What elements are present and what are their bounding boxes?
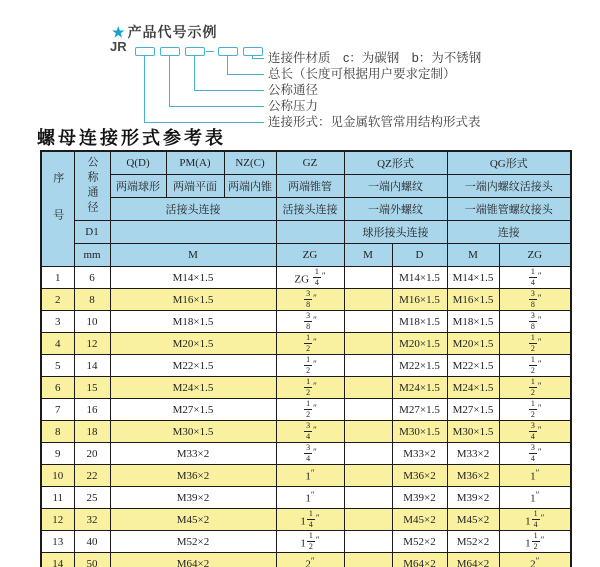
header-group-qd: Q(D) bbox=[110, 151, 166, 175]
cell-qg-m: M39×2 bbox=[447, 487, 499, 509]
cell-qz-d: M33×2 bbox=[392, 443, 447, 465]
header-unit: M bbox=[110, 244, 276, 267]
table-row bbox=[41, 443, 571, 465]
cell-gz-zg: 1″ bbox=[276, 487, 344, 509]
table-header bbox=[41, 151, 571, 267]
cell-m-thread: M14×1.5 bbox=[110, 267, 276, 289]
cell-qz-m bbox=[344, 399, 392, 421]
header-end-style: 一端内螺纹 bbox=[344, 175, 447, 198]
nut-connection-table bbox=[40, 150, 572, 567]
cell-qz-m bbox=[344, 289, 392, 311]
cell-gz-zg: $\frac{3}{8}$ ″ bbox=[276, 289, 344, 311]
header-connection: 球形接头连接 bbox=[344, 221, 447, 244]
connector-line bbox=[194, 90, 264, 91]
cell-gz-zg: 2″ bbox=[276, 553, 344, 567]
cell-qg-m: M33×2 bbox=[447, 443, 499, 465]
header-end-style: 两端锥管 bbox=[276, 175, 344, 198]
connector-line bbox=[227, 74, 264, 75]
cell-diameter-mm: 14 bbox=[74, 355, 110, 377]
code-label-diameter: 公称通径 bbox=[268, 83, 319, 97]
cell-qg-m: M18×1.5 bbox=[447, 311, 499, 333]
table-row bbox=[41, 465, 571, 487]
cell-qz-m bbox=[344, 553, 392, 567]
table-row bbox=[41, 487, 571, 509]
table-row bbox=[41, 509, 571, 531]
cell-qz-m bbox=[344, 443, 392, 465]
cell-gz-zg: 1 $\frac{1}{4}$ ″ bbox=[276, 509, 344, 531]
cell-qg-m: M16×1.5 bbox=[447, 289, 499, 311]
empty-cell bbox=[276, 221, 344, 244]
table-row bbox=[41, 377, 571, 399]
code-label-material: 连接件材质 c：为碳钢 b：为不锈钢 bbox=[268, 51, 482, 65]
cell-qg-zg: $\frac{3}{8}$ ″ bbox=[499, 289, 571, 311]
cell-m-thread: M45×2 bbox=[110, 509, 276, 531]
header-group-nzc: NZ(C) bbox=[224, 151, 276, 175]
cell-m-thread: M52×2 bbox=[110, 531, 276, 553]
header-unit: ZG bbox=[276, 244, 344, 267]
header-seq: 序号 bbox=[41, 151, 74, 267]
cell-diameter-mm: 25 bbox=[74, 487, 110, 509]
cell-qz-d: M52×2 bbox=[392, 531, 447, 553]
header-connection: 一端外螺纹 bbox=[344, 198, 447, 221]
code-label-connection: 连接形式：见金属软管常用结构形式表 bbox=[268, 115, 481, 129]
table-row bbox=[41, 355, 571, 377]
header-row-end-styles bbox=[41, 175, 571, 198]
cell-seq: 13 bbox=[41, 531, 74, 553]
cell-m-thread: M30×1.5 bbox=[110, 421, 276, 443]
connector-line bbox=[194, 55, 195, 91]
cell-diameter-mm: 40 bbox=[74, 531, 110, 553]
cell-m-thread: M33×2 bbox=[110, 443, 276, 465]
cell-gz-zg: $\frac{1}{2}$ ″ bbox=[276, 399, 344, 421]
cell-qz-d: M30×1.5 bbox=[392, 421, 447, 443]
code-label-pressure: 公称压力 bbox=[268, 99, 319, 113]
cell-qg-zg: 1″ bbox=[499, 465, 571, 487]
code-box-3 bbox=[185, 47, 205, 56]
header-connection: 活接头连接 bbox=[110, 198, 276, 221]
cell-qg-m: M20×1.5 bbox=[447, 333, 499, 355]
cell-qz-d: M45×2 bbox=[392, 509, 447, 531]
cell-qg-zg: $\frac{1}{4}$ ″ bbox=[499, 267, 571, 289]
cell-gz-zg: 1″ bbox=[276, 465, 344, 487]
cell-diameter-mm: 10 bbox=[74, 311, 110, 333]
table-row bbox=[41, 333, 571, 355]
cell-seq: 1 bbox=[41, 267, 74, 289]
cell-qz-d: M22×1.5 bbox=[392, 355, 447, 377]
cell-qg-zg: 1 $\frac{1}{2}$ ″ bbox=[499, 531, 571, 553]
connector-line bbox=[252, 58, 264, 59]
cell-seq: 7 bbox=[41, 399, 74, 421]
header-group-pma: PM(A) bbox=[166, 151, 224, 175]
cell-diameter-mm: 6 bbox=[74, 267, 110, 289]
cell-diameter-mm: 20 bbox=[74, 443, 110, 465]
cell-diameter-mm: 18 bbox=[74, 421, 110, 443]
cell-qg-zg: $\frac{3}{8}$ ″ bbox=[499, 311, 571, 333]
connector-line bbox=[144, 122, 264, 123]
cell-gz-zg: $\frac{1}{2}$ ″ bbox=[276, 355, 344, 377]
code-box-5 bbox=[243, 47, 263, 56]
cell-qz-d: M20×1.5 bbox=[392, 333, 447, 355]
cell-qz-m bbox=[344, 509, 392, 531]
cell-gz-zg: ZG $\frac{1}{4}$ ″ bbox=[276, 267, 344, 289]
cell-qg-m: M22×1.5 bbox=[447, 355, 499, 377]
empty-cell bbox=[110, 221, 276, 244]
cell-qz-d: M16×1.5 bbox=[392, 289, 447, 311]
cell-qz-m bbox=[344, 531, 392, 553]
cell-diameter-mm: 12 bbox=[74, 333, 110, 355]
cell-diameter-mm: 32 bbox=[74, 509, 110, 531]
cell-gz-zg: 1 $\frac{1}{2}$ ″ bbox=[276, 531, 344, 553]
code-dash bbox=[206, 51, 214, 52]
cell-seq: 4 bbox=[41, 333, 74, 355]
cell-qg-zg: $\frac{1}{2}$ ″ bbox=[499, 399, 571, 421]
cell-qg-m: M64×2 bbox=[447, 553, 499, 567]
cell-gz-zg: $\frac{3}{4}$ ″ bbox=[276, 421, 344, 443]
cell-qz-d: M24×1.5 bbox=[392, 377, 447, 399]
cell-m-thread: M24×1.5 bbox=[110, 377, 276, 399]
cell-diameter-mm: 8 bbox=[74, 289, 110, 311]
cell-qz-m bbox=[344, 421, 392, 443]
cell-qz-d: M18×1.5 bbox=[392, 311, 447, 333]
table-row bbox=[41, 289, 571, 311]
cell-diameter-mm: 50 bbox=[74, 553, 110, 567]
header-end-style: 一端内螺纹活接头 bbox=[447, 175, 571, 198]
product-code-prefix: JR bbox=[110, 39, 127, 54]
cell-seq: 6 bbox=[41, 377, 74, 399]
cell-seq: 8 bbox=[41, 421, 74, 443]
cell-qg-zg: $\frac{1}{2}$ ″ bbox=[499, 355, 571, 377]
cell-m-thread: M20×1.5 bbox=[110, 333, 276, 355]
cell-qz-m bbox=[344, 333, 392, 355]
cell-seq: 3 bbox=[41, 311, 74, 333]
cell-m-thread: M18×1.5 bbox=[110, 311, 276, 333]
cell-seq: 9 bbox=[41, 443, 74, 465]
cell-seq: 14 bbox=[41, 553, 74, 567]
code-box-4 bbox=[218, 47, 238, 56]
header-connection: 一端锥管螺纹接头 bbox=[447, 198, 571, 221]
cell-qg-m: M24×1.5 bbox=[447, 377, 499, 399]
header-end-style: 两端平面 bbox=[166, 175, 224, 198]
cell-qz-m bbox=[344, 355, 392, 377]
cell-qz-d: M39×2 bbox=[392, 487, 447, 509]
cell-seq: 2 bbox=[41, 289, 74, 311]
cell-m-thread: M36×2 bbox=[110, 465, 276, 487]
cell-qz-m bbox=[344, 487, 392, 509]
cell-m-thread: M16×1.5 bbox=[110, 289, 276, 311]
header-row-d1 bbox=[41, 221, 571, 244]
cell-qg-m: M52×2 bbox=[447, 531, 499, 553]
header-connection: 连接 bbox=[447, 221, 571, 244]
cell-diameter-mm: 15 bbox=[74, 377, 110, 399]
table-body bbox=[41, 267, 571, 567]
connector-line bbox=[227, 55, 228, 75]
header-unit: M bbox=[344, 244, 392, 267]
header-d1: D1 bbox=[74, 221, 110, 244]
cell-qz-m bbox=[344, 465, 392, 487]
cell-qg-m: M36×2 bbox=[447, 465, 499, 487]
code-box-2 bbox=[160, 47, 180, 56]
cell-m-thread: M64×2 bbox=[110, 553, 276, 567]
header-unit: D bbox=[392, 244, 447, 267]
cell-qg-m: M45×2 bbox=[447, 509, 499, 531]
table-row bbox=[41, 311, 571, 333]
header-end-style: 两端内锥 bbox=[224, 175, 276, 198]
header-unit: ZG bbox=[499, 244, 571, 267]
product-code-heading bbox=[112, 22, 218, 42]
table-row bbox=[41, 399, 571, 421]
cell-qg-zg: 1 $\frac{1}{4}$ ″ bbox=[499, 509, 571, 531]
cell-seq: 12 bbox=[41, 509, 74, 531]
cell-gz-zg: $\frac{1}{2}$ ″ bbox=[276, 377, 344, 399]
connector-line bbox=[169, 106, 264, 107]
cell-m-thread: M22×1.5 bbox=[110, 355, 276, 377]
star-icon: ★ bbox=[112, 24, 126, 40]
cell-qg-zg: 1″ bbox=[499, 487, 571, 509]
table-title: 螺母连接形式参考表 bbox=[37, 128, 226, 148]
cell-gz-zg: $\frac{3}{4}$ ″ bbox=[276, 443, 344, 465]
table-row bbox=[41, 553, 571, 567]
header-end-style: 两端球形 bbox=[110, 175, 166, 198]
code-label-length: 总长（长度可根据用户要求定制） bbox=[268, 67, 456, 81]
cell-gz-zg: $\frac{3}{8}$ ″ bbox=[276, 311, 344, 333]
cell-qg-zg: $\frac{1}{2}$ ″ bbox=[499, 377, 571, 399]
cell-qz-d: M14×1.5 bbox=[392, 267, 447, 289]
product-code-heading-text: 产品代号示例 bbox=[127, 24, 218, 40]
header-group-gz: GZ bbox=[276, 151, 344, 175]
cell-diameter-mm: 16 bbox=[74, 399, 110, 421]
cell-qg-zg: 2″ bbox=[499, 553, 571, 567]
cell-qz-m bbox=[344, 377, 392, 399]
header-connection: 活接头连接 bbox=[276, 198, 344, 221]
cell-qg-m: M30×1.5 bbox=[447, 421, 499, 443]
code-box-1 bbox=[135, 47, 155, 56]
table-row bbox=[41, 531, 571, 553]
header-row-connection bbox=[41, 198, 571, 221]
connector-line bbox=[169, 55, 170, 107]
cell-qz-d: M36×2 bbox=[392, 465, 447, 487]
cell-qg-m: M27×1.5 bbox=[447, 399, 499, 421]
connector-line bbox=[144, 55, 145, 123]
cell-qg-m: M14×1.5 bbox=[447, 267, 499, 289]
cell-qg-zg: $\frac{1}{2}$ ″ bbox=[499, 333, 571, 355]
header-unit: M bbox=[447, 244, 499, 267]
header-row-units bbox=[41, 244, 571, 267]
cell-seq: 5 bbox=[41, 355, 74, 377]
header-nominal-diameter: 公称通径 bbox=[74, 151, 110, 221]
header-group-qg: QG形式 bbox=[447, 151, 571, 175]
cell-gz-zg: $\frac{1}{2}$ ″ bbox=[276, 333, 344, 355]
table-row bbox=[41, 267, 571, 289]
cell-qz-d: M27×1.5 bbox=[392, 399, 447, 421]
header-group-qz: QZ形式 bbox=[344, 151, 447, 175]
cell-diameter-mm: 22 bbox=[74, 465, 110, 487]
cell-qg-zg: $\frac{3}{4}$ ″ bbox=[499, 443, 571, 465]
cell-qz-m bbox=[344, 311, 392, 333]
cell-seq: 11 bbox=[41, 487, 74, 509]
cell-qz-m bbox=[344, 267, 392, 289]
table-row bbox=[41, 421, 571, 443]
cell-m-thread: M27×1.5 bbox=[110, 399, 276, 421]
header-unit-mm: mm bbox=[74, 244, 110, 267]
cell-qz-d: M64×2 bbox=[392, 553, 447, 567]
cell-qg-zg: $\frac{3}{4}$ ″ bbox=[499, 421, 571, 443]
cell-m-thread: M39×2 bbox=[110, 487, 276, 509]
header-row-groups bbox=[41, 151, 571, 175]
cell-seq: 10 bbox=[41, 465, 74, 487]
